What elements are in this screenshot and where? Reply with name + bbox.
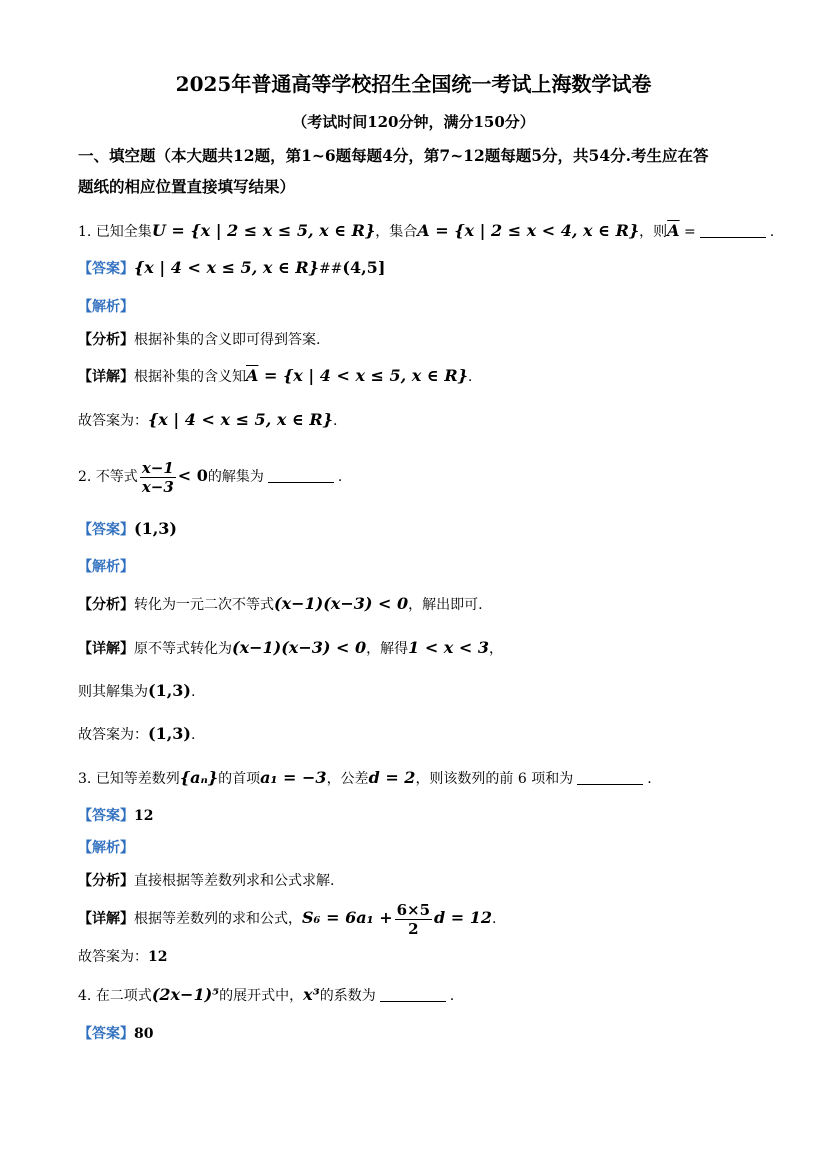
- question-2: 2. 不等式 $\frac{x-1}{x-3}$ < 0的解集为 .: [78, 458, 343, 496]
- q3-fenxi: 【分析】直接根据等差数列求和公式求解.: [78, 873, 335, 889]
- q2-detail-line2: 则其解集为(1,3).: [78, 681, 196, 700]
- q1-fenxi: 【分析】根据补集的含义即可得到答案.: [78, 332, 321, 348]
- q2-answer: 【答案】(1,3): [78, 519, 177, 538]
- q2-detail: 【详解】原不等式转化为(x−1)(x−3) < 0，解得1 < x < 3，: [78, 638, 504, 657]
- question-4: 4. 在二项式(2x−1)⁵的展开式中，x³的系数为 .: [78, 985, 455, 1004]
- q2-final: 故答案为：(1,3).: [78, 724, 196, 743]
- answer-blank: [577, 770, 643, 785]
- question-number: 3.: [78, 771, 92, 787]
- q1-final: 故答案为：{x | 4 < x ≤ 5, x ∈ R}.: [78, 410, 338, 429]
- section-heading-line2: 题纸的相应位置直接填写结果）: [78, 177, 296, 196]
- fraction: $\frac{x-1}{x-3}$: [141, 458, 174, 496]
- question-number: 2.: [78, 469, 92, 485]
- q3-detail: 【详解】根据等差数列的求和公式，S₆ = 6a₁ + $\frac{6\times 5}{2}$ d = 12.: [78, 900, 497, 938]
- exam-info: （考试时间120分钟，满分150分）: [292, 113, 535, 131]
- page-title: 2025年普通高等学校招生全国统一考试上海数学试卷: [175, 72, 652, 96]
- section-heading-line1: 一、填空题（本大题共12题，第1~6题每题4分，第7~12题每题5分，共54分.考生应在答: [78, 146, 709, 165]
- question-number: 1.: [78, 224, 92, 240]
- answer-blank: [700, 223, 766, 238]
- q1-answer: 【答案】{x | 4 < x ≤ 5, x ∈ R}##(4,5]: [78, 258, 386, 277]
- set-a: A = {x | 2 ≤ x < 4, x ∈ R}: [417, 221, 640, 240]
- q1-analysis-label: 【解析】: [78, 299, 134, 315]
- q3-answer: 【答案】12: [78, 808, 154, 824]
- q4-answer: 【答案】80: [78, 1026, 154, 1042]
- question-3: 3. 已知等差数列{aₙ}的首项a₁ = −3，公差d = 2，则该数列的前 6 项和为 .: [78, 768, 652, 787]
- q2-fenxi: 【分析】转化为一元二次不等式(x−1)(x−3) < 0，解出即可.: [78, 594, 483, 613]
- q1-detail: 【详解】根据补集的含义知$\overline{A} = \{x$ | 4 < x ≤ 5, x ∈ R}.: [78, 366, 473, 385]
- fraction: $\frac{6\times 5}{2}$: [396, 900, 431, 938]
- question-1: 1. 已知全集U = {x | 2 ≤ x ≤ 5, x ∈ R}，集合A = {x | 2 ≤ x < 4, x ∈ R}，则$\overline{A}$ = .: [78, 221, 775, 240]
- answer-blank: [380, 987, 446, 1002]
- q2-analysis-label: 【解析】: [78, 559, 134, 575]
- q3-analysis-label: 【解析】: [78, 840, 134, 856]
- set-u: U = {x | 2 ≤ x ≤ 5, x ∈ R}: [151, 221, 376, 240]
- complement-a: $\overline{A}$: [667, 221, 680, 240]
- q3-final: 故答案为：12: [78, 949, 168, 965]
- question-number: 4.: [78, 988, 92, 1004]
- answer-blank: [268, 468, 334, 483]
